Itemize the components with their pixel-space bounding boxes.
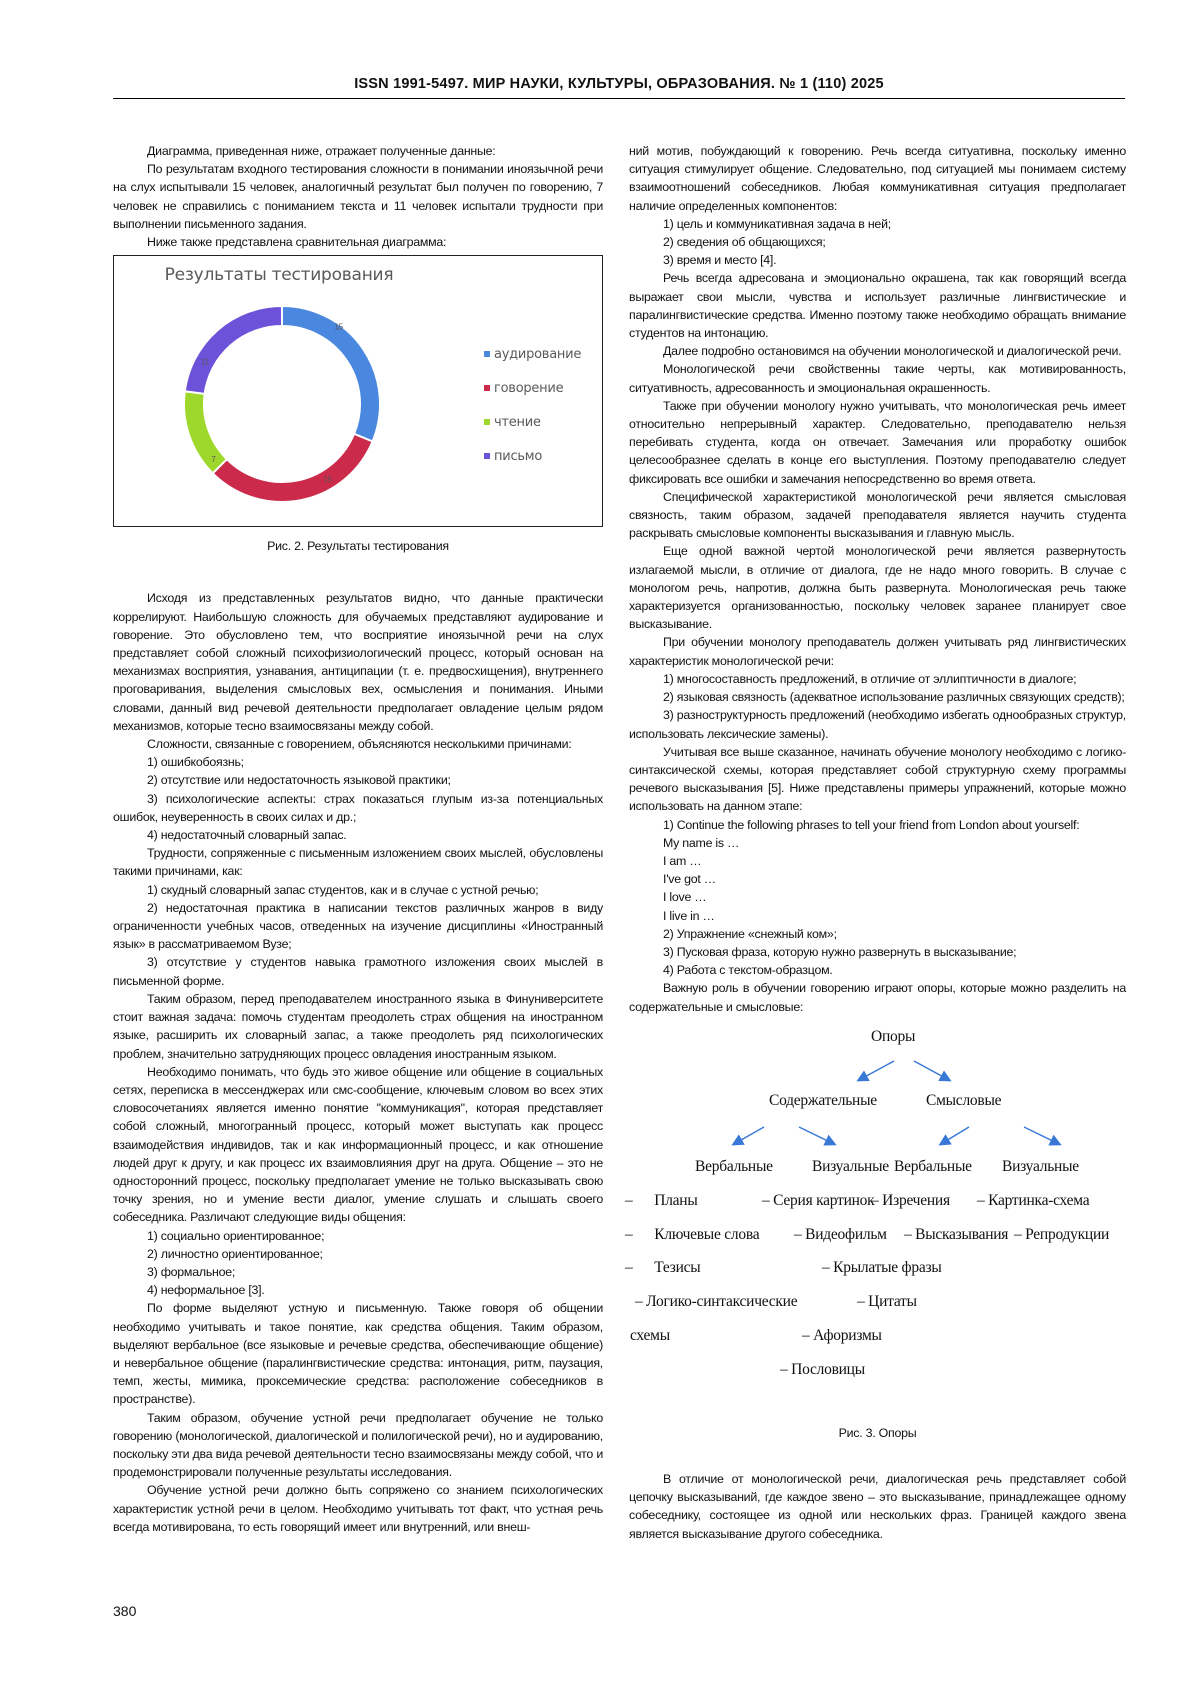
diagram-level1: Содержательные — [769, 1092, 877, 1110]
paragraph: По результатам входного тестирования сложности в понимании иноязычной речи на слух испытывали 15 человек, аналогичный результат был получен по говорению, 7 человек не справились с пониманием текста и 11 человек испытали трудности при выполнении письменного задания. — [113, 160, 603, 233]
header-rule — [113, 98, 1125, 99]
paragraph: My name is … — [629, 834, 1126, 852]
paragraph: Далее подробно остановимся на обучении монологической и диалогической речи. — [629, 342, 1126, 360]
paragraph: В отличие от монологической речи, диалогическая речь представляет собой цепочку высказываний, где каждое звено – это высказывание, принадлежащее одному собеседнику, состоящее из одной или нескольких фраз. Границей каждого звена является высказывание другого собеседника. — [629, 1470, 1126, 1543]
diagram-item: – Картинка-схема — [977, 1192, 1089, 1210]
left-text-after — [113, 589, 603, 1536]
paragraph: Специфической характеристикой монологической речи является смысловая связность, таким образом, задачей преподавателя является научить студента раскрывать смысловые компоненты высказывания и главную мысль. — [629, 488, 1126, 543]
donut-slice-аудирование — [282, 306, 380, 442]
paragraph: Необходимо понимать, что будь это живое общение или общение в социальных сетях, переписка в мессенджерах или смс-сообщение, ключевым словом во всех этих словосочетаниях является именно понятие "коммуникация", которая представляет собой сложный, многогранный процесс, который может выступать как процесс взаимодействия индивидов, так и как информационный процесс, и как отношение людей друг к другу, и как процесс их взаимовлияния друг на друга. Общение – это не односторонний процесс, поскольку предполагает умение не только высказывать свою точку зрения, но и умение вести диалог, умение слушать и слышать своего собеседника. Различают следующие виды общения: — [113, 1063, 603, 1227]
arrow — [1024, 1127, 1059, 1144]
legend-label: письмо — [494, 448, 542, 466]
arrow — [914, 1061, 949, 1080]
chart-legend — [484, 346, 581, 482]
diagram-root: Опоры — [871, 1028, 915, 1046]
paragraph: По форме выделяют устную и письменную. Также говоря об общении необходимо учитывать и такое понятие, как средства общения. Таким образом, выделяют вербальное (все языковые и речевые средства, обеспечивающие общение) и невербальное общение (паралингвистические средства: интонация, ритм, паузация, темп, жесты, мимика, проксемические средства: расположение собеседников в пространстве). — [113, 1299, 603, 1408]
paragraph: I've got … — [629, 870, 1126, 888]
right-text-before — [629, 142, 1126, 1016]
page — [0, 0, 1200, 1697]
diagram-level2: Визуальные — [1002, 1158, 1079, 1176]
page-number: 380 — [113, 1603, 136, 1619]
paragraph: 2) личностно ориентированное; — [113, 1245, 603, 1263]
diagram-item: – Логико-синтаксические — [635, 1293, 797, 1311]
paragraph: I love … — [629, 888, 1126, 906]
diagram-item: – Видеофильм — [794, 1226, 887, 1244]
paragraph: 1) цель и коммуникативная задача в ней; — [629, 215, 1126, 233]
diagram-item: – Тезисы — [625, 1259, 700, 1277]
chart-title: Результаты тестирования — [114, 266, 444, 284]
figure-2-caption: Рис. 2. Результаты тестирования — [113, 537, 603, 555]
paragraph: Исходя из представленных результатов видно, что данные практически коррелируют. Наибольшую сложность для обучаемых представляют аудирование и говорение. Это обусловлено тем, что восприятие иноязычной речи на слух представляет собой сложный психофизиологический процесс, который основан на механизмах восприятия, узнавания, антиципации (т. е. предвосхищения), внутреннего проговаривания, выделения смысловых вех, осмысления и понимания. Иными словами, данный вид речевой деятельности предполагает овладение целым рядом механизмов, которые тесно взаимосвязаны между собой. — [113, 589, 603, 735]
donut-slice-письмо — [185, 306, 282, 394]
paragraph: 4) Работа с текстом-образцом. — [629, 961, 1126, 979]
diagram-item: – Афоризмы — [802, 1327, 882, 1345]
data-label: 11 — [201, 358, 210, 367]
legend-swatch — [484, 453, 490, 459]
paragraph: 3) Пусковая фраза, которую нужно развернуть в высказывание; — [629, 943, 1126, 961]
diagram-item: – Изречения — [871, 1192, 950, 1210]
paragraph: Диаграмма, приведенная ниже, отражает полученные данные: — [113, 142, 603, 160]
legend-item — [484, 380, 581, 414]
paragraph: Обучение устной речи должно быть сопряжено со знанием психологических характеристик устной речи в целом. Необходимо учитывать тот факт, что устная речь всегда мотивирована, то есть говорящий имеет или внутренний, или внеш- — [113, 1481, 603, 1536]
diagram-item: – Пословицы — [780, 1361, 865, 1379]
paragraph: Важную роль в обучении говорению играют опоры, которые можно разделить на содержательные и смысловые: — [629, 979, 1126, 1015]
paragraph: 1) Continue the following phrases to tell your friend from London about yourself: — [629, 816, 1126, 834]
legend-label: говорение — [494, 380, 563, 398]
right-text-after — [629, 1470, 1126, 1543]
paragraph: 2) недостаточная практика в написании текстов различных жанров в виду ограниченности учебных часов, отведенных на изучение дисциплины «Иностранный язык» в рассматриваемом Вузе; — [113, 899, 603, 954]
paragraph: I live in … — [629, 907, 1126, 925]
legend-label: чтение — [494, 414, 541, 432]
diagram-item: схемы — [630, 1327, 670, 1345]
paragraph: Монологической речи свойственны такие черты, как мотивированность, ситуативность, адресованность и эмоциональная окрашенность. — [629, 360, 1126, 396]
paragraph: 3) психологические аспекты: страх показаться глупым из-за потенциальных ошибок, неуверенность в своих силах и др.; — [113, 790, 603, 826]
paragraph: 1) ошибкобоязнь; — [113, 753, 603, 771]
diagram-level1: Смысловые — [926, 1092, 1001, 1110]
arrow — [859, 1061, 894, 1080]
paragraph: 4) недостаточный словарный запас. — [113, 826, 603, 844]
diagram-item: – Серия картинок — [762, 1192, 874, 1210]
diagram-item: – Планы — [625, 1192, 698, 1210]
diagram-item: – Крылатые фразы — [822, 1259, 942, 1277]
paragraph: 2) Упражнение «снежный ком»; — [629, 925, 1126, 943]
journal-header: ISSN 1991-5497. МИР НАУКИ, КУЛЬТУРЫ, ОБРАЗОВАНИЯ. № 1 (110) 2025 — [113, 76, 1125, 92]
legend-item — [484, 414, 581, 448]
diagram-item: – Высказывания — [904, 1226, 1008, 1244]
paragraph: Трудности, сопряженные с письменным изложением своих мыслей, обусловлены такими причинами, как: — [113, 844, 603, 880]
paragraph: Еще одной важной чертой монологической речи является развернутость излагаемой мысли, в отличие от диалога, где не надо много говорить. В случае с монологом речь, напротив, должна быть развернута. Монологическая речь также характеризуется организованностью, поскольку человек заранее планирует свое высказывание. — [629, 542, 1126, 633]
paragraph: При обучении монологу преподаватель должен учитывать ряд лингвистических характеристик монологической речи: — [629, 633, 1126, 669]
paragraph: Ниже также представлена сравнительная диаграмма: — [113, 233, 603, 251]
paragraph: 2) языковая связность (адекватное использование различных связующих средств); — [629, 688, 1126, 706]
legend-item — [484, 448, 581, 482]
legend-item — [484, 346, 581, 380]
paragraph: 2) сведения об общающихся; — [629, 233, 1126, 251]
left-column — [113, 142, 603, 1536]
data-label: 15 — [324, 475, 333, 484]
paragraph: 4) неформальное [3]. — [113, 1281, 603, 1299]
diagram-level2: Вербальные — [894, 1158, 972, 1176]
left-text-before — [113, 142, 603, 251]
legend-label: аудирование — [494, 346, 581, 364]
donut-slice-говорение — [213, 434, 373, 502]
paragraph: Также при обучении монологу нужно учитывать, что монологическая речь имеет относительно непрерывный характер. Следовательно, преподавателю нельзя перебивать студента, когда он отвечает. Замечания или проработку ошибок целесообразнее сделать в конце его выступления. Поэтому преподавателю следует фиксировать все ошибки и замечания непосредственно во время ответа. — [629, 397, 1126, 488]
legend-swatch — [484, 385, 490, 391]
donut-plot — [114, 256, 444, 526]
donut-slice-чтение — [184, 391, 227, 473]
paragraph: Таким образом, перед преподавателем иностранного языка в Финуниверситете стоит важная задача: помочь студентам преодолеть страх общения на иностранном языке, расширить их словарный запас, а также преодолеть ряд психологических проблем, значительно затрудняющих процесс овладения иностранным языком. — [113, 990, 603, 1063]
paragraph: 3) отсутствие у студентов навыка грамотного изложения своих мыслей в письменной форме. — [113, 953, 603, 989]
diagram-item: – Ключевые слова — [625, 1226, 759, 1244]
arrow — [941, 1127, 969, 1144]
diagram-arrows — [629, 1016, 1126, 1416]
paragraph: 3) время и место [4]. — [629, 251, 1126, 269]
donut-chart — [113, 255, 603, 527]
data-label: 15 — [334, 323, 343, 332]
paragraph: Сложности, связанные с говорением, объясняются несколькими причинами: — [113, 735, 603, 753]
figure-3-caption: Рис. 3. Опоры — [629, 1424, 1126, 1442]
arrow — [799, 1127, 834, 1144]
paragraph: 3) формальное; — [113, 1263, 603, 1281]
paragraph: Таким образом, обучение устной речи предполагает обучение не только говорению (монологической, диалогической и полилогической речи), но и аудированию, поскольку эти два вида речевой деятельности тесно взаимосвязаны между собой, что и продемонстрировали полученные результаты исследования. — [113, 1409, 603, 1482]
paragraph: 1) многосоставность предложений, в отличие от эллиптичности в диалоге; — [629, 670, 1126, 688]
arrow — [734, 1127, 764, 1144]
diagram-level2: Вербальные — [695, 1158, 773, 1176]
paragraph: 2) отсутствие или недостаточность языковой практики; — [113, 771, 603, 789]
paragraph: ний мотив, побуждающий к говорению. Речь всегда ситуативна, поскольку именно ситуация стимулирует общение. Следовательно, под ситуацией мы понимаем систему взаимоотношений собеседников. Любая коммуникативная ситуация предполагает наличие определенных компонентов: — [629, 142, 1126, 215]
paragraph: Учитывая все выше сказанное, начинать обучение монологу необходимо с логико-синтаксической схемы, которая представляет собой структурную схему программы речевого высказывания [5]. Ниже представлены примеры упражнений, которые можно использовать на данном этапе: — [629, 743, 1126, 816]
paragraph: 1) скудный словарный запас студентов, как и в случае с устной речью; — [113, 881, 603, 899]
data-label: 7 — [211, 455, 216, 464]
paragraph: I am … — [629, 852, 1126, 870]
right-column — [629, 142, 1126, 1543]
paragraph: Речь всегда адресована и эмоционально окрашена, так как говорящий всегда выражает свои мысли, чувства и использует различные лингвистические и паралингвистические средства. Именно поэтому также необходимо обращать внимание студентов на интонацию. — [629, 269, 1126, 342]
supports-diagram — [629, 1016, 1126, 1416]
diagram-level2: Визуальные — [812, 1158, 889, 1176]
diagram-item: – Цитаты — [857, 1293, 917, 1311]
paragraph: 1) социально ориентированное; — [113, 1227, 603, 1245]
diagram-item: – Репродукции — [1014, 1226, 1109, 1244]
legend-swatch — [484, 419, 490, 425]
paragraph: 3) разноструктурность предложений (необходимо избегать однообразных структур, использовать лексические замены). — [629, 706, 1126, 742]
legend-swatch — [484, 351, 490, 357]
